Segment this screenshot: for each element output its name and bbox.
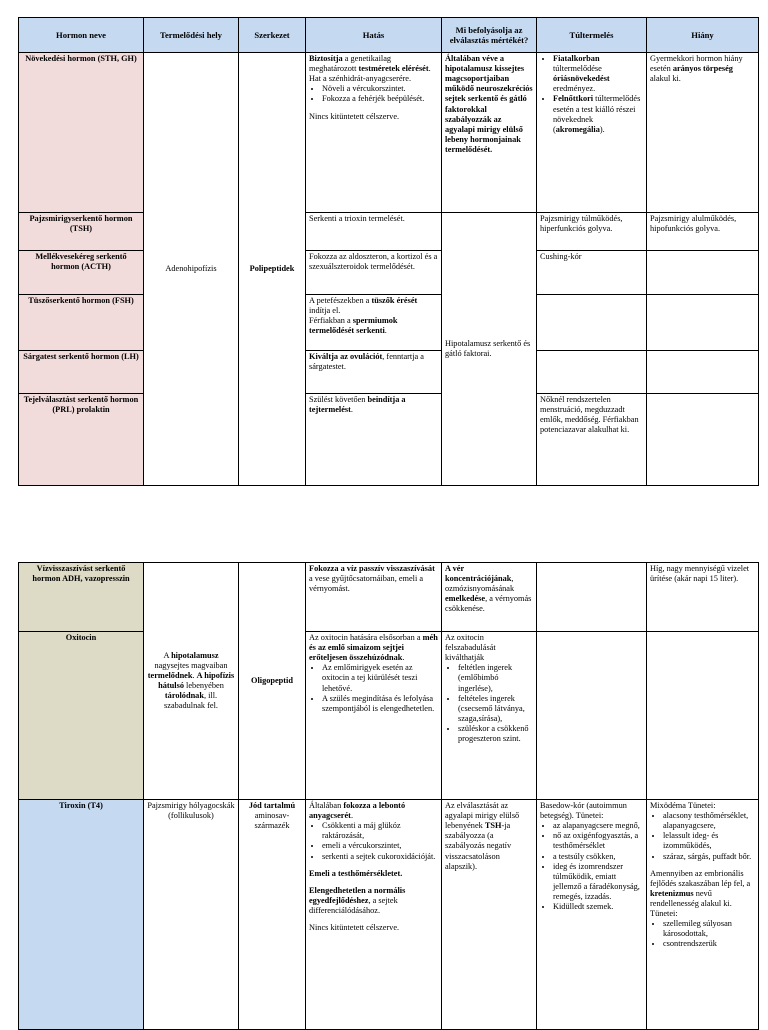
production-site-thyroid: Pajzsmirigy hólyagocskák (follikulusok)	[144, 800, 239, 1030]
hormone-table-1	[18, 17, 759, 486]
production-site-hypothalamus: A hipotalamusz nagysejtes magvaiban termelődnek. A hipofízis hátulsó lebenyében tárolódnak, ill. szabadulnak fel.	[144, 563, 239, 800]
regulation-gh: Általában véve a hipotalamusz kissejtes magcsoportjaiban működő neuroszekréciós sejtek serkentő és gátló faktorokkal szabályozzák az agyalapi mirigy elülső lebeny hormonjainak termelődését.	[442, 53, 537, 213]
deficiency-fsh	[647, 295, 759, 351]
structure-t4: Jód tartalmú aminosav-származék	[239, 800, 306, 1030]
hormone-name-oxytocin: Oxitocin	[19, 632, 144, 800]
header-hormone-name: Hormon neve	[19, 18, 144, 53]
effect-acth: Fokozza az aldoszteron, a kortizol és a szexuálszteroidok termelődését.	[306, 251, 442, 295]
structure-polypeptides: Polipeptidek	[239, 53, 306, 486]
header-row	[19, 18, 759, 53]
table-row-prl	[19, 394, 759, 486]
effect-fsh: A petefészekben a tüszők érését indítja el. Férfiakban a spermiumok termelődését serkenti.	[306, 295, 442, 351]
overproduction-fsh	[537, 295, 647, 351]
overproduction-lh	[537, 351, 647, 394]
header-effect: Hatás	[306, 18, 442, 53]
header-deficiency: Hiány	[647, 18, 759, 53]
hormone-name-adh: Vízvisszaszívást serkentő hormon ADH, vazopresszin	[19, 563, 144, 632]
table-row-tsh	[19, 213, 759, 251]
table-row-oxytocin	[19, 632, 759, 800]
regulation-oxytocin: Az oxitocin felszabadulását kiválthatják • feltétlen ingerek (emlőbimbó ingerlése), • feltételes ingerek (csecsemő látványa, szaga,sírása), • szüléskor a csökkenő progeszteron szint.	[442, 632, 537, 800]
table-row-fsh	[19, 295, 759, 351]
deficiency-tsh: Pajzsmirigy alulműködés, hipofunkciós golyva.	[647, 213, 759, 251]
overproduction-t4: Basedow-kór (autoimmun betegség). Tünetei: • az alapanyagcsere megnő, • nő az oxigénfogyasztás, a testhőmérséklet • a testsúly csökken, • ideg és izomrendszer túlműködik, emiatt jellemző a fáradékonyság, remegés, izzadás. • Kidülledt szemek.	[537, 800, 647, 1030]
deficiency-gh: Gyermekkori hormon hiány esetén arányos törpeség alakul ki.	[647, 53, 759, 213]
effect-lh: Kiváltja az ovulációt, fenntartja a sárgatestet.	[306, 351, 442, 394]
effect-gh: Biztosítja a genetikailag meghatározott testméretek elérését. Hat a szénhidrát-anyagcserére. • Növeli a vércukorszintet. • Fokozza a fehérjék beépülését. Nincs kitüntetett célszerve.	[306, 53, 442, 213]
effect-oxytocin: Az oxitocin hatására elsősorban a méh és az emlő simaizom sejtjei erőteljesen összehúzódnak. • Az emlőmirigyek esetén az oxitocin a tej kiürülését teszi lehetővé. • A szülés megindítása és lefolyása szempontjából is elengedhetetlen.	[306, 632, 442, 800]
table-row-adh	[19, 563, 759, 632]
deficiency-prl	[647, 394, 759, 486]
header-overproduction: Túltermelés	[537, 18, 647, 53]
effect-tsh: Serkenti a trioxin termelését.	[306, 213, 442, 251]
overproduction-acth: Cushing-kór	[537, 251, 647, 295]
deficiency-adh: Híg, nagy mennyiségű vizelet ürítése (akár napi 15 liter).	[647, 563, 759, 632]
table-row-acth	[19, 251, 759, 295]
effect-adh: Fokozza a víz passzív visszaszívását a vese gyűjtőcsatornáiban, emeli a vérnyomást.	[306, 563, 442, 632]
overproduction-oxytocin	[537, 632, 647, 800]
table-2-wrapper	[18, 562, 758, 1030]
header-structure: Szerkezet	[239, 18, 306, 53]
regulation-shared: Hipotalamusz serkentő és gátló faktorai.	[442, 213, 537, 486]
hormone-name-t4: Tiroxin (T4)	[19, 800, 144, 1030]
overproduction-prl: Nőknél rendszertelen menstruáció, megduzzadt emlők, meddőség. Férfiakban potenciazavar alakulhat ki.	[537, 394, 647, 486]
overproduction-gh: • Fiatalkorban túltermelődése óriásnövekedést eredményez. • Felnőttkori túltermelődés esetén a test kiálló részei növekednek (akromegália).	[537, 53, 647, 213]
hormone-name-tsh: Pajzsmirigyserkentő hormon (TSH)	[19, 213, 144, 251]
header-regulation: Mi befolyásolja az elválasztás mértékét?	[442, 18, 537, 53]
header-production-site: Termelődési hely	[144, 18, 239, 53]
overproduction-adh	[537, 563, 647, 632]
deficiency-t4: Mixödéma Tünetei: • alacsony testhőmérséklet, alapanyagcsere, • lelassult ideg- és izomműködés, • száraz, sárgás, puffadt bőr. Amennyiben az embrionális fejlődés szakaszában lép fel, a kretenizmus nevű rendellenesség alakul ki. Tünetei: • szellemileg súlyosan károsodottak, • csontrendszerük	[647, 800, 759, 1030]
hormone-name-gh: Növekedési hormon (STH, GH)	[19, 53, 144, 213]
production-site-adenohypophysis: Adenohipofízis	[144, 53, 239, 486]
hormone-name-lh: Sárgatest serkentő hormon (LH)	[19, 351, 144, 394]
hormone-name-prl: Tejelválasztást serkentő hormon (PRL) prolaktin	[19, 394, 144, 486]
regulation-t4: Az elválasztását az agyalapi mirigy elülső lebenyének TSH-ja szabályozza (a szabályozás negatív visszacsatoláson alapszik).	[442, 800, 537, 1030]
effect-prl: Szülést követően beindítja a tejtermelést.	[306, 394, 442, 486]
table-row-t4	[19, 800, 759, 1030]
table-row-lh	[19, 351, 759, 394]
structure-oligopeptide: Oligopeptid	[239, 563, 306, 800]
deficiency-acth	[647, 251, 759, 295]
overproduction-tsh: Pajzsmirigy túlműködés, hiperfunkciós golyva.	[537, 213, 647, 251]
hormone-name-acth: Mellékvesekéreg serkentő hormon (ACTH)	[19, 251, 144, 295]
table-row-gh	[19, 53, 759, 213]
effect-t4: Általában fokozza a lebontó anyagcserét. • Csökkenti a máj glükóz raktározását, • emeli a vércukorszintet, • serkenti a sejtek cukoroxidációját. Emeli a testhőmérsékletet. Elengedhetetlen a normális egyedfejlődéshez, a sejtek differenciálódásához. Nincs kitüntetett célszerve.	[306, 800, 442, 1030]
hormone-table-2	[18, 562, 759, 1030]
regulation-adh: A vér koncentrációjának, ozmózisnyomásának emelkedése, a vérnyomás csökkenése.	[442, 563, 537, 632]
table-1-wrapper	[18, 17, 758, 486]
deficiency-oxytocin	[647, 632, 759, 800]
hormone-name-fsh: Tüszőserkentő hormon (FSH)	[19, 295, 144, 351]
deficiency-lh	[647, 351, 759, 394]
